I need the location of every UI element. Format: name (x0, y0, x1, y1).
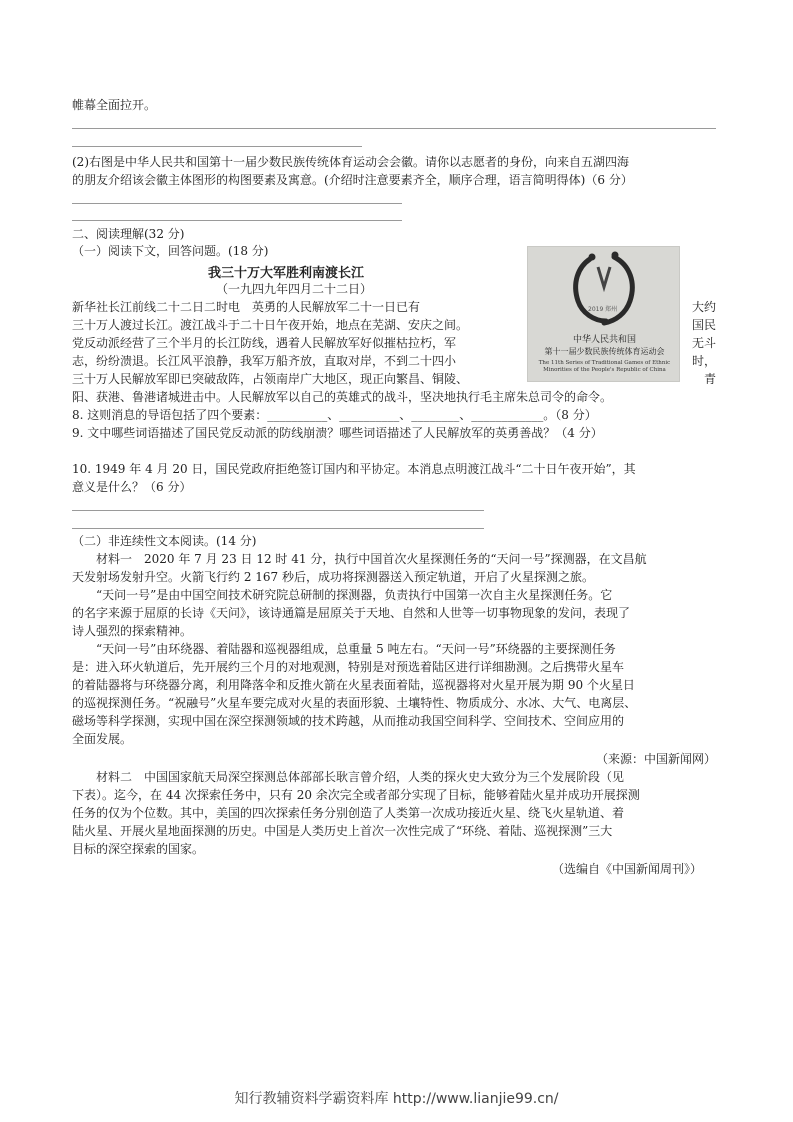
material-1-line: 是：进入环火轨道后，先开展约三个月的对地观测，特别是对预选着陆区进行详细勘测。之后携带火星车 (72, 660, 625, 674)
answer-line (72, 128, 716, 129)
material-2-line: 下表）。迄今，在 44 次探索任务中，只有 20 余次完全或者部分实现了目标，能够着陆火星并成功开展探测 (72, 788, 640, 802)
material-2-line: 陆火星、开展火星地面探测的历史。中国是人类历史上首次一次性完成了“环绕、着陆、巡视探测”三大 (72, 824, 613, 838)
question-8: 8. 这则消息的导语包括了四个要素：__________、__________、________、____________。（8 分） (72, 408, 597, 422)
article-line-end: 时， (692, 354, 717, 368)
article-line: 阳、获港、鲁港诸城进击中。人民解放军以自己的英雄式的战斗，坚决地执行毛主席朱总司令的命令。 (72, 390, 613, 404)
article-line: 三十万人渡过长江。渡江战斗于二十日午夜开始，地点在芜湖、安庆之间。 (72, 318, 469, 332)
material-1-line: 的名字来源于屈原的长诗《天问》，该诗通篇是屈原关于天地、自然和人世等一切事物现象的发问，表现了 (72, 606, 631, 620)
material-1-line: 的着陆器将与环绕器分离，利用降落伞和反推火箭在火星表面着陆，巡视器将对火星开展为期 90 个火星日 (72, 678, 635, 692)
article-line-end: 青 (704, 372, 717, 386)
emblem-english: The 11th Series of Traditional Games of Ethnic Minorities of the People's Republic of China (538, 360, 671, 373)
question-10-line: 10. 1949 年 4 月 20 日，国民党政府拒绝签订国内和平协定。本消息点明渡江战斗“二十日午夜开始”，其 (72, 462, 636, 476)
part-heading: （一）阅读下文，回答问题。(18 分) (72, 244, 269, 258)
text-line: 帷幕全面拉开。 (72, 98, 157, 112)
question-10-line: 意义是什么？（6 分） (72, 480, 192, 494)
question-2-line: 的朋友介绍该会徽主体图形的构图要素及寓意。(介绍时注意要素齐全，顺序合理，语言简明得体)（6 分） (72, 173, 633, 187)
article-line-end: 大约 (692, 300, 717, 314)
question-9: 9. 文中哪些词语描述了国民党反动派的防线崩溃？哪些词语描述了人民解放军的英勇善战？（4 分） (72, 426, 603, 440)
emblem-mark-text: 2019 郑州 (588, 306, 618, 313)
emblem-subtitle: 第十一届少数民族传统体育运动会 (544, 347, 665, 356)
material-1-line: 全面发展。 (72, 732, 133, 746)
article-line: 志，纷纷溃退。长江风平浪静，我军万船齐放，直取对岸，不到二十四小 (72, 354, 457, 368)
material-1-line: 的巡视探测任务。“祝融号”火星车要完成对火星的表面形貌、土壤特性、物质成分、水冰、大气、电离层、 (72, 696, 637, 710)
material-1-line: “天问一号”是由中国空间技术研究院总研制的探测器，负责执行中国第一次自主火星探测任务。它 (72, 588, 613, 602)
material-1-line: 诗人强烈的探索精神。 (72, 624, 193, 638)
question-2-line: (2)右图是中华人民共和国第十一届少数民族传统体育运动会会徽。请你以志愿者的身份，向来自五湖四海 (72, 155, 630, 169)
answer-line (72, 146, 362, 147)
article-line: 新华社长江前线二十二日二时电 英勇的人民解放军二十一日已有 (72, 300, 421, 314)
material-1-line: 天发射场发射升空。火箭飞行约 2 167 秒后，成功将探测器送入预定轨道，开启了火星探测之旅。 (72, 570, 594, 584)
emblem-graphic (528, 247, 681, 333)
answer-line (72, 528, 484, 529)
material-1-line: 磁场等科学探测，实现中国在深空探测领域的技术跨越，从而推动我国空间科学、空间技术、空间应用的 (72, 714, 625, 728)
article-line-end: 国民 (692, 318, 717, 332)
material-2-line: 目标的深空探索的国家。 (72, 842, 205, 856)
games-emblem-image (527, 246, 680, 382)
answer-line (72, 203, 402, 204)
article-line: 三十万人民解放军即已突破敌阵，占领南岸广大地区，现正向繁昌、铜陵、 (72, 372, 469, 386)
answer-line (72, 220, 402, 221)
article-line: 党反动派经营了三个半月的长江防线，遇着人民解放军好似摧枯拉朽，军 (72, 336, 457, 350)
section-heading: 二、阅读理解(32 分) (72, 227, 185, 241)
article-line-end: 无斗 (692, 336, 717, 350)
source-note: （选编自《中国新闻周刊》） (552, 862, 703, 876)
source-note: （来源：中国新闻网） (596, 752, 717, 766)
material-1-line: 材料一 2020 年 7 月 23 日 12 时 41 分，执行中国首次火星探测任务的“天问一号”探测器，在文昌航 (72, 552, 647, 566)
article-date: （一九四九年四月二十二日） (216, 282, 373, 296)
article-title: 我三十万大军胜利南渡长江 (208, 266, 365, 281)
material-2-line: 材料二 中国国家航天局深空探测总体部部长耿言曾介绍，人类的探火史大致分为三个发展阶段（见 (72, 770, 625, 784)
material-2-line: 任务的仅为个位数。其中，美国的四次探索任务分别创造了人类第一次成功接近火星、绕飞火星轨道、着 (72, 806, 625, 820)
part-heading: （二）非连续性文本阅读。(14 分) (72, 534, 257, 548)
answer-line (72, 510, 484, 511)
page-footer: 知行教辅资料学霸资料库 http://www.lianjie99.cn/ (234, 1091, 559, 1107)
emblem-title: 中华人民共和国 (572, 335, 636, 345)
material-1-line: “天问一号”由环绕器、着陆器和巡视器组成，总重量 5 吨左右。“天问一号”环绕器的主要探测任务 (72, 642, 616, 656)
